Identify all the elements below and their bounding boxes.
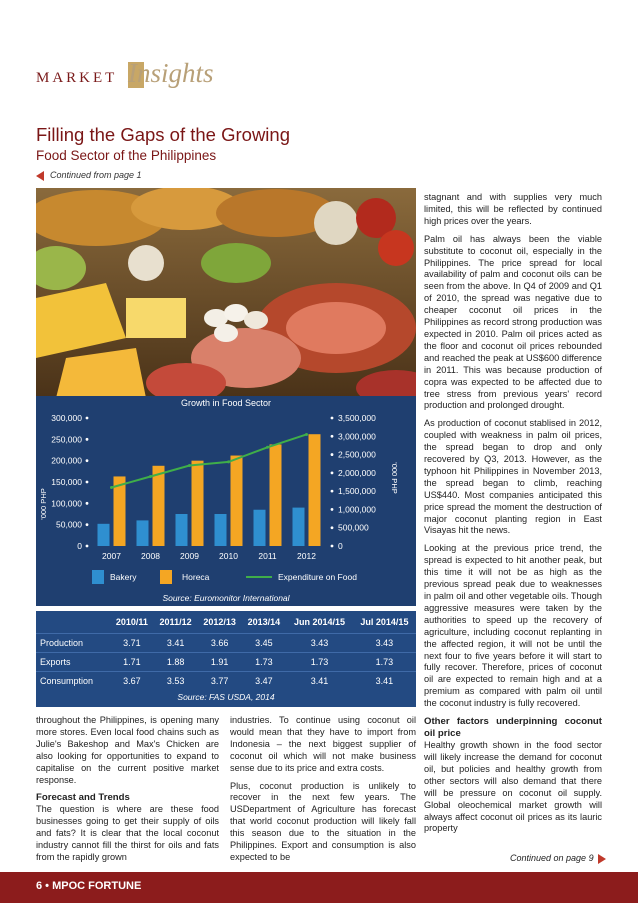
paragraph: industries. To continue using coconut oil would mean that they have to import from Indonesia – the next biggest supplier of coconut oil which will not make business sense due to its price and extra costs. (230, 715, 416, 773)
table-header-cell (36, 611, 110, 634)
point-expenditure (227, 460, 230, 463)
bar-horeca (153, 466, 165, 546)
point-expenditure (110, 486, 113, 489)
x-tick-label: 2009 (180, 551, 199, 561)
table-cell: 3.43 (286, 634, 353, 653)
legend-bakery-label: Bakery (110, 572, 137, 582)
bar-bakery (176, 514, 188, 546)
continued-on-text: Continued on page 9 (510, 853, 594, 863)
right-tick-dot (331, 545, 334, 548)
x-tick-label: 2008 (141, 551, 160, 561)
right-tick-dot (331, 435, 334, 438)
left-tick-dot (86, 459, 89, 462)
point-expenditure (188, 464, 191, 467)
table-cell: 3.66 (197, 634, 241, 653)
right-tick-label: 2,500,000 (338, 449, 376, 460)
continued-from-text: Continued from page 1 (50, 170, 142, 180)
right-tick-label: 1,500,000 (338, 486, 376, 497)
table-cell: 3.45 (242, 634, 286, 653)
left-tick-dot (86, 545, 89, 548)
table-header-row (36, 611, 416, 634)
section-heading: Forecast and Trends (36, 792, 130, 804)
x-tick-label: 2007 (102, 551, 121, 561)
continued-on-note (510, 853, 606, 864)
bar-horeca (231, 456, 243, 546)
table-cell: 1.88 (154, 653, 198, 672)
point-expenditure (305, 433, 308, 436)
table-source: Source: FAS USDA, 2014 (177, 692, 275, 702)
bar-horeca (192, 461, 204, 546)
left-tick-label: 200,000 (51, 455, 82, 466)
right-tick-dot (331, 453, 334, 456)
legend-expenditure-label: Expenditure on Food (278, 572, 357, 582)
table-cell: 1.73 (286, 653, 353, 672)
article-subtitle: Food Sector of the Philippines (36, 148, 217, 163)
food-photo-illustration (36, 188, 416, 398)
row-label: Exports (36, 653, 110, 672)
article-column-1 (36, 715, 219, 870)
legend-bakery-swatch (92, 570, 104, 584)
logo-insights-text: Insights (128, 58, 214, 88)
coconut-table-panel (36, 611, 416, 707)
row-label: Production (36, 634, 110, 653)
left-tick-dot (86, 481, 89, 484)
right-tick-dot (331, 417, 334, 420)
food-photo (36, 188, 416, 398)
row-label: Consumption (36, 672, 110, 691)
legend-horeca-swatch (160, 570, 172, 584)
table-cell: 3.43 (353, 634, 416, 653)
paragraph: Palm oil has always been the viable substitute to coconut oil, especially in the Philippines. The price spread for local availability of palm and coconut oils can be seen from the above. In Q4 of 2009 and Q1 of 2010, the spread was negative due to cheaper coconut oil prices in the Philippines as record strong production was expected in 2010. Palm oil prices acted as the floor and coconut oil prices rebounded and reached the peak at US$600 difference in 2011. This was because production of copra was expected to be affected due to tree stress from previous years' record production and prolonged drought. (424, 233, 602, 411)
table-cell: 1.91 (197, 653, 241, 672)
table-cell: 3.41 (353, 672, 416, 691)
right-tick-label: 2,000,000 (338, 467, 376, 478)
chart-title: Growth in Food Sector (180, 398, 272, 408)
table-cell: 3.41 (154, 634, 198, 653)
bar-horeca (270, 444, 282, 546)
x-tick-label: 2010 (219, 551, 238, 561)
x-tick-label: 2012 (297, 551, 316, 561)
table-cell: 1.73 (242, 653, 286, 672)
paragraph: stagnant and with supplies very much limited, this will be reflected by continued high prices over the years. (424, 192, 602, 226)
table-cell: 3.77 (197, 672, 241, 691)
table-cell: 3.71 (110, 634, 154, 653)
table-header-cell: 2011/12 (159, 616, 192, 627)
growth-chart (36, 396, 416, 606)
paragraph: throughout the Philippines, is opening many more stores. Even local food chains such as Julie's Bakeshop and Max's Chicken are also looking for opportunities to expand to capitalise on the current positive market response. (36, 715, 219, 785)
right-tick-label: 3,000,000 (338, 431, 376, 442)
left-tick-dot (86, 438, 89, 441)
point-expenditure (149, 475, 152, 478)
left-tick-label: 50,000 (56, 519, 82, 530)
paragraph: As production of coconut stablised in 2012, coupled with weakness in palm oil prices, the spread began to drop and only recovered by Q3, 2013. However, as the typhoon hit Philippines in November 2013, the spread began to climb, reaching US$440. Most companies anticipated this price spread the moment the destruction of major coconut planting region in East Visayas hit the news. (424, 418, 602, 536)
left-tick-dot (86, 523, 89, 526)
left-tick-dot (86, 502, 89, 505)
bar-bakery (254, 510, 266, 546)
section-heading: Other factors underpinning coconut oil price (424, 716, 602, 740)
left-tick-label: 300,000 (51, 413, 82, 423)
paragraph: The question is where are these food businesses going to get their supply of oils and fats? It is clear that the local coconut industry cannot fill the thirst for oils and fats from the rapidly grown (36, 804, 219, 863)
left-tick-label: 250,000 (51, 434, 82, 445)
bar-horeca (309, 434, 321, 546)
bar-bakery (293, 508, 305, 546)
footer-text: 6 • MPOC FORTUNE (36, 880, 142, 892)
chart-source: Source: Euromonitor International (162, 593, 290, 603)
growth-chart-panel (36, 396, 416, 606)
table-header-cell: Jun 2014/15 (293, 616, 345, 627)
table-cell: 1.71 (110, 653, 154, 672)
paragraph: Healthy growth shown in the food sector will likely increase the demand for coconut oil, but policies and healthy growth from other sectors will also demand that there will be pressure on coconut oil supply. Global oleochemical market growth will always affect coconut oil prices as its lauric property (424, 740, 602, 834)
bar-bakery (98, 524, 110, 546)
right-tick-dot (331, 471, 334, 474)
table-row (36, 634, 416, 653)
left-tick-label: 0 (77, 541, 82, 551)
table-header-cell: Jul 2014/15 (360, 616, 409, 627)
right-axis-label: '000 PHP (390, 462, 399, 494)
right-tick-dot (331, 526, 334, 529)
continued-from-note (36, 170, 142, 181)
right-tick-label: 3,500,000 (338, 413, 376, 423)
point-expenditure (266, 446, 269, 449)
article-title: Filling the Gaps of the Growing (36, 124, 290, 145)
coconut-table (36, 611, 416, 690)
table-header-cell: 2013/14 (247, 616, 281, 627)
left-tick-dot (86, 417, 89, 420)
bar-bakery (215, 514, 227, 546)
paragraph: Plus, coconut production is unlikely to recover in the next few years. The USDepartment of Agriculture has forecast that world coconut production will likely fall this season due to the situation in the Philippines. Export and consumption is also expected to be (230, 780, 416, 862)
arrow-left-icon (36, 171, 44, 181)
table-cell: 3.41 (286, 672, 353, 691)
table-row (36, 672, 416, 691)
table-header-cell: 2010/11 (115, 616, 148, 627)
page-footer (0, 872, 638, 903)
table-cell: 3.53 (154, 672, 198, 691)
left-axis-label: '000 PHP (39, 488, 48, 520)
article-column-2 (230, 715, 416, 870)
table-cell: 3.47 (242, 672, 286, 691)
logo-market-text: MARKET (36, 70, 118, 86)
arrow-right-icon (598, 854, 606, 864)
article-column-3 (424, 192, 602, 841)
table-cell: 1.73 (353, 653, 416, 672)
table-row (36, 653, 416, 672)
table-cell: 3.67 (110, 672, 154, 691)
left-tick-label: 100,000 (51, 498, 82, 509)
right-tick-label: 0 (338, 541, 343, 551)
legend-horeca-label: Horeca (182, 572, 210, 582)
table-header-cell: 2012/13 (203, 616, 236, 627)
left-tick-label: 150,000 (51, 477, 82, 487)
right-tick-label: 500,000 (338, 522, 369, 533)
right-tick-dot (331, 490, 334, 493)
paragraph: Looking at the previous price trend, the spread is expected to hit another peak, but this time it will not be as high as the previous spread peak due to weaknesses in palm oil and other vegetable oils. Though aggressive measures were taken by the authorities to speed up the recovery of agriculture, including coconut replanting in the affected region, it will not be until the next four to five years before it will start to fully recover. Therefore, prices of coconut oil are expected to remain high and at a premium as compared with palm oil until the coconut industry is fully recovered. (424, 543, 602, 709)
right-tick-dot (331, 508, 334, 511)
x-tick-label: 2011 (258, 551, 277, 561)
right-tick-label: 1,000,000 (338, 504, 376, 515)
bar-bakery (137, 520, 149, 546)
